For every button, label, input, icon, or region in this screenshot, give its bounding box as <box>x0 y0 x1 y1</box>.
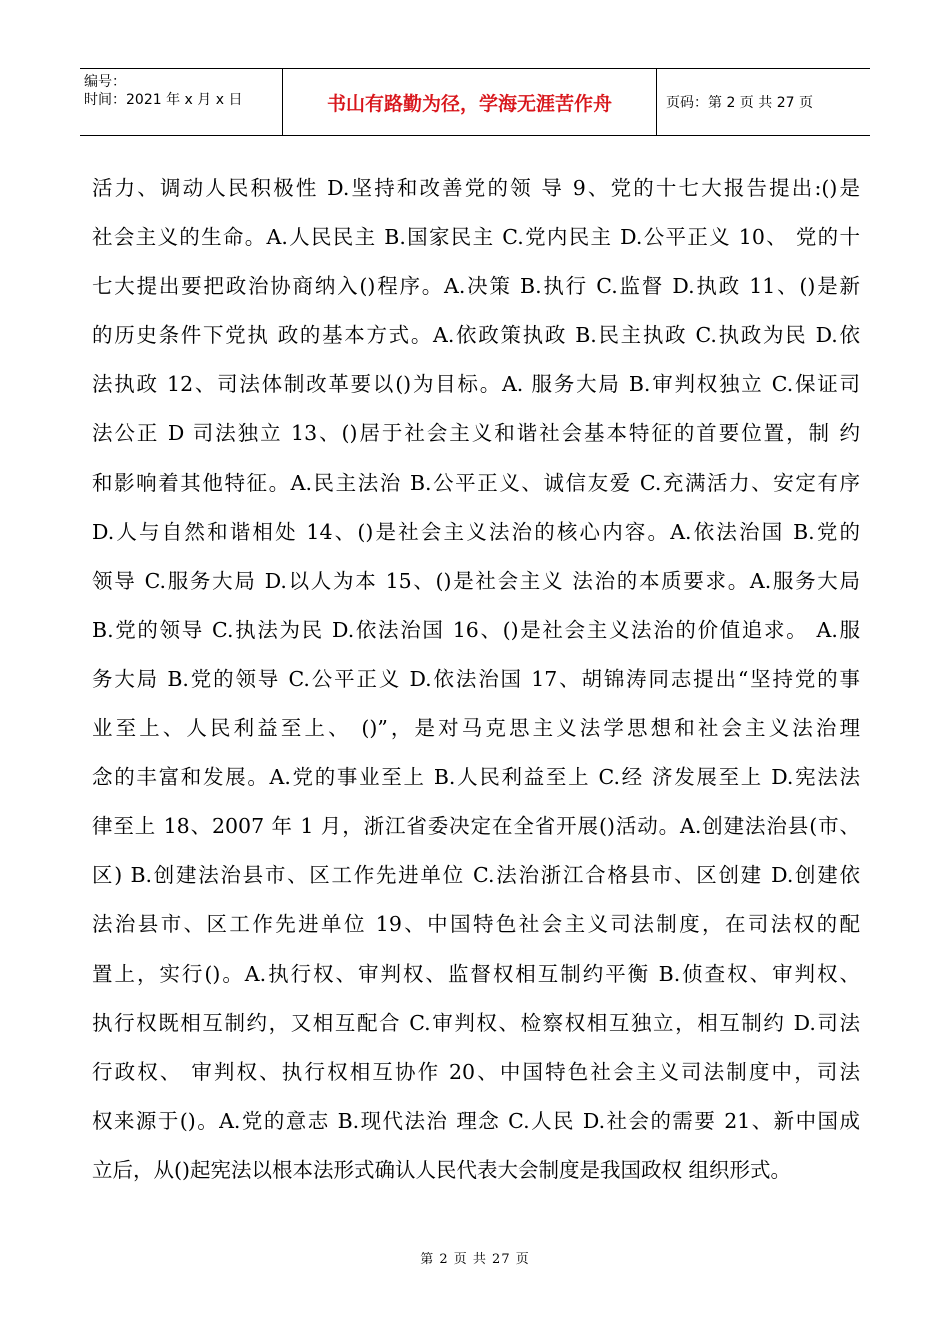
body-line: D.人与自然和谐相处 14、()是社会主义法治的核心内容。A.依法治国 B.党的 <box>92 519 860 544</box>
date-label: 时间：2021 年 x 月 x 日 <box>84 92 243 108</box>
body-line: 领导 C.服务大局 D.以人为本 15、()是社会主义 法治的本质要求。A.服务大局 <box>92 568 860 593</box>
body-line: 立后，从()起宪法以根本法形式确认人民代表大会制度是我国政权 组织形式。 <box>92 1157 792 1182</box>
body-line: 权来源于()。A.党的意志 B.现代法治 理念 C.人民 D.社会的需要 21、新中国成 <box>92 1108 860 1133</box>
body-line: 法公正 D 司法独立 13、()居于社会主义和谐社会基本特征的首要位置，制 约 <box>92 421 860 446</box>
page-info-text: 页码：第 2 页 共 27 页 <box>666 95 813 111</box>
motto-text: 书山有路勤为径，学海无涯苦作舟 <box>326 92 612 115</box>
body-line: 七大提出要把政治协商纳入()程序。A.决策 B.执行 C.监督 D.执政 11、()是新 <box>92 274 860 299</box>
document-body <box>92 164 860 1195</box>
body-line: 法执政 12、司法体制改革要以()为目标。A. 服务大局 B.审判权独立 C.保证司 <box>92 372 860 397</box>
body-line: 区) B.创建法治县市、区工作先进单位 C.法治浙江合格县市、区创建 D.创建依 <box>92 863 860 888</box>
body-line: 法治县市、区工作先进单位 19、中国特色社会主义司法制度，在司法权的配 <box>92 912 860 937</box>
body-line: B.党的领导 C.执法为民 D.依法治国 16、()是社会主义法治的价值追求。 A.服 <box>92 617 860 642</box>
number-label: 编号： <box>84 74 126 90</box>
header-motto <box>283 69 657 135</box>
page-footer: 第 2 页 共 27 页 <box>420 1252 530 1267</box>
body-line: 活力、调动人民积极性 D.坚持和改善党的领 导 9、党的十七大报告提出:()是 <box>92 176 860 200</box>
header-meta <box>80 69 283 135</box>
body-line: 务大局 B.党的领导 C.公平正义 D.依法治国 17、胡锦涛同志提出“坚持党的事 <box>92 666 860 691</box>
body-line: 和影响着其他特征。A.民主法治 B.公平正义、诚信友爱 C.充满活力、安定有序 <box>92 470 860 495</box>
body-line: 的历史条件下党执 政的基本方式。A.依政策执政 B.民主执政 C.执政为民 D.依 <box>92 323 860 348</box>
body-line: 社会主义的生命。A.人民民主 B.国家民主 C.党内民主 D.公平正义 10、 党的十 <box>92 225 860 250</box>
body-line: 置上，实行()。A.执行权、审判权、监督权相互制约平衡 B.侦查权、审判权、 <box>92 961 860 986</box>
body-line: 行政权、 审判权、执行权相互协作 20、中国特色社会主义司法制度中，司法 <box>92 1059 860 1084</box>
page-header <box>80 68 870 136</box>
body-line: 执行权既相互制约，又相互配合 C.审判权、检察权相互独立，相互制约 D.司法 <box>92 1010 860 1035</box>
header-page-info <box>657 69 870 135</box>
body-line: 业至上、人民利益至上、 ()”，是对马克思主义法学思想和社会主义法治理 <box>92 716 860 741</box>
body-line: 念的丰富和发展。A.党的事业至上 B.人民利益至上 C.经 济发展至上 D.宪法法 <box>92 765 860 790</box>
body-line: 律至上 18、2007 年 1 月，浙江省委决定在全省开展()活动。A.创建法治县(市、 <box>92 814 860 839</box>
